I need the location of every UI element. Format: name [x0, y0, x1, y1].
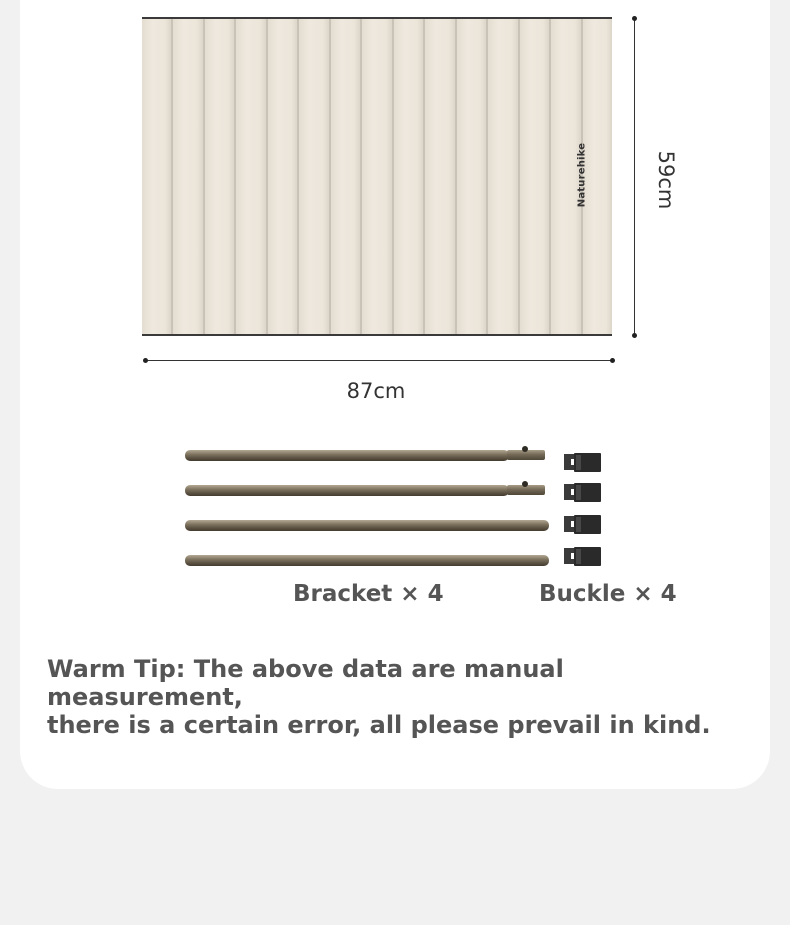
dimension-endpoint	[632, 16, 637, 21]
dimension-endpoint	[610, 358, 615, 363]
warm-tip-line: there is a certain error, all please prevail in kind.	[47, 711, 711, 739]
warm-tip-line: Warm Tip: The above data are manual measurement,	[47, 655, 564, 711]
slat	[173, 19, 204, 334]
width-dimension-line	[145, 360, 613, 361]
table-top-image	[142, 17, 612, 336]
buckle-clip-icon	[562, 481, 602, 503]
width-label: 87cm	[346, 379, 406, 403]
slat	[299, 19, 330, 334]
slat	[362, 19, 393, 334]
height-dimension-line	[634, 18, 635, 335]
slat	[488, 19, 519, 334]
slat	[236, 19, 267, 334]
slat	[457, 19, 488, 334]
slat	[331, 19, 362, 334]
slat	[520, 19, 551, 334]
brand-logo-text: Naturehike	[576, 142, 588, 208]
bracket-caption: Bracket × 4	[293, 581, 444, 607]
slat	[394, 19, 425, 334]
slat	[205, 19, 236, 334]
slat	[268, 19, 299, 334]
dimension-endpoint	[632, 333, 637, 338]
warm-tip-text	[47, 655, 737, 739]
slat	[425, 19, 456, 334]
buckle-caption: Buckle × 4	[539, 581, 677, 607]
buckle-clip-icon	[562, 545, 602, 567]
slat	[142, 19, 173, 334]
height-label: 59cm	[654, 150, 678, 210]
buckle-clip-icon	[562, 513, 602, 535]
dimension-endpoint	[143, 358, 148, 363]
buckle-clip-icon	[562, 451, 602, 473]
